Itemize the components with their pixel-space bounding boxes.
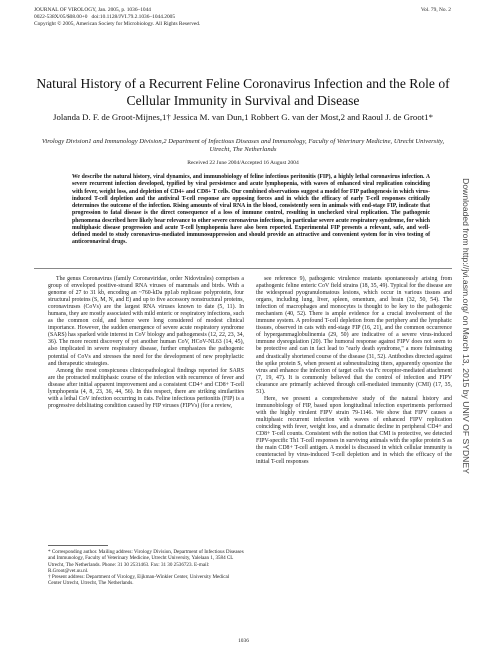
body-column-left	[48, 276, 244, 410]
abstract: We describe the natural history, viral dynamics, and immunobiology of feline infectious peritonitis (FIP), a highly lethal coronavirus infection. A severe recurrent infection developed, typified by viral persistence and acute lymphopenia, with waves of enhanced viral replication coinciding with fever, weight loss, and depletion of CD4+ and CD8+ T cells. Our combined observations suggest a model for FIP pathogenesis in which virus-induced T-cell depletion and the antiviral T-cell response are opposing forces and in which the efficacy of early T-cell responses critically determines the outcome of the infection. Rising amounts of viral RNA in the blood, consistently seen in animals with end-stage FIP, indicate that progression to fatal disease is the direct consequence of a loss of immune control, resulting in unchecked viral replication. The pathogenic phenomena described here likely bear relevance to other severe coronavirus infections, in particular severe acute respiratory syndrome, for which multiphasic disease progression and acute T-cell lymphopenia have also been reported. Experimental FIP presents a relevant, safe, and well-defined model to study coronavirus-mediated immunosuppression and should provide an attractive and convenient system for in vivo testing of anticoronaviral drugs.	[72, 174, 430, 246]
footnotes	[48, 549, 244, 587]
received-dates: Received 22 June 2004/Accepted 16 August 2004	[187, 160, 299, 166]
footnote-present-address: † Present address: Department of Virology, Eijkman-Winkler Center, University Medical Center Utrecht, Utrecht, The Netherlands.	[48, 574, 230, 587]
body-paragraph: Here, we present a comprehensive study of the natural history and immunobiology of FIP, based upon longitudinal infection experiments performed with the highly virulent FIPV strain 79-1146. We show that FIPV causes a multiphasic recurrent infection with waves of enhanced FIPV replication coinciding with fever, weight loss, and a dramatic decline in peripheral CD4+ and CD8+ T-cell counts. Consistent with the notion that CMI is protective, we detected FIPV-specific Th1 T-cell responses in surviving animals with the spike protein S as the main CD8+ T-cell antigen. A model is discussed in which cellular immunity is counteracted by virus-induced T-cell depletion and in which the efficacy of the initial T-cell responses	[256, 395, 452, 466]
body-paragraph: Among the most conspicuous clinicopathological findings reported for SARS are the protracted multiphasic course of the infection with recurrence of fever and disease after initial apparent improvement and a consistent CD4+ and CD8+ T-cell lymphopenia (4, 8, 23, 36, 44, 56). In this respect, there are striking similarities with a lethal CoV infection occurring in cats. Feline infectious peritonitis (FIP) is a progressive debilitating condition caused by FIP viruses (FIPVs) (for a review,	[48, 367, 244, 409]
body-column-right	[256, 276, 452, 466]
section-divider	[34, 268, 452, 269]
footnote-divider	[48, 545, 108, 546]
volume-header: Vol. 79, No. 2	[420, 7, 451, 13]
page-number: 1036	[238, 638, 249, 644]
download-watermark[interactable]: Downloaded from http://jvi.asm.org/ on March 13, 2015 by UNIV OF SYDNEY	[461, 178, 471, 474]
author-list: Jolanda D. F. de Groot-Mijnes,1† Jessica M. van Dun,1 Robbert G. van der Most,2 and Raoul J. de Groot1*	[53, 112, 433, 122]
affiliation: Virology Division1 and Immunology Division,2 Department of Infectious Diseases and Immunology, Faculty of Veterinary Medicine, Utrecht University, Utrecht, The Netherlands	[41, 138, 445, 154]
body-paragraph: see reference 9), pathogenic virulence mutants spontaneously arising from apathogenic feline enteric CoV field strains (18, 35, 49). Typical for the disease are the widespread pyogranulomatous lesions, which occur in various tissues and organs, including lung, liver, spleen, omentum, and brain (32, 50, 54). The infection of macrophages and monocytes is thought to be key to the pathogenic mechanism (40, 52). There is ample evidence for a crucial involvement of the immune system. A profound T-cell depletion from the periphery and the lymphatic tissues, observed in cats with end-stage FIP (16, 21), and the common occurrence of hypergammaglobulinemia (29, 50) are indicative of a severe virus-induced immune dysregulation (20). The humoral response against FIPV does not seem to be protective and can in fact lead to "early death syndrome," a more fulminating and drastically shortened course of the disease (31, 52). Antibodies directed against the spike protein S, when present at subneutralizing titers, apparently opsonize the virus and enhance the infection of target cells via Fc receptor-mediated attachment (7, 19, 47). It is commonly believed that the control of infection and FIPV clearance are primarily achieved through cell-mediated immunity (CMI) (17, 35, 51).	[256, 276, 452, 395]
journal-header: JOURNAL OF VIROLOGY, Jan. 2005, p. 1036–1044 0022-538X/05/$08.00+0 doi:10.1128/JVI.79.2.1036–1044.2005 Copyright © 2005, American Society for Microbiology. All Rights Reserved.	[34, 7, 201, 27]
article-title: Natural History of a Recurrent Feline Coronavirus Infection and the Role of Cellular Immunity in Survival and Disease	[36, 76, 450, 108]
footnote-corresponding: * Corresponding author. Mailing address: Virology Division, Department of Infectious Diseases and Immunology, Faculty of Veterinary Medicine, Utrecht University, Yalelaan 1, 3584 CL Utrecht, The Netherlands. Phone: 31 30 2531463. Fax: 31 30 2536723. E-mail: R.Groot@vet.uu.nl.	[48, 549, 244, 574]
body-paragraph: The genus Coronavirus (family Coronaviridae, order Nidovirales) comprises a group of enveloped positive-strand RNA viruses of mammals and birds. With a genome of 27 to 31 kb, encoding an ~760-kDa pp1ab replicase polyprotein, four structural proteins (S, M, N, and E) and up to five accessory nonstructural proteins, coronaviruses (CoVs) are the largest RNA viruses known to date (5, 11). In humans, they are mostly associated with mild enteric or respiratory infections, such as the common cold, and hence were long considered of modest clinical importance. However, the sudden emergence of severe acute respiratory syndrome (SARS) has sparked wide interest in CoV biology and pathogenesis (12, 22, 23, 34, 36). The more recent discovery of yet another human CoV, HCoV-NL63 (14, 45), also implicated in severe respiratory disease, further emphasizes the pathogenic potential of CoVs and stresses the need for the development of new prophylactic and therapeutic strategies.	[48, 276, 244, 367]
